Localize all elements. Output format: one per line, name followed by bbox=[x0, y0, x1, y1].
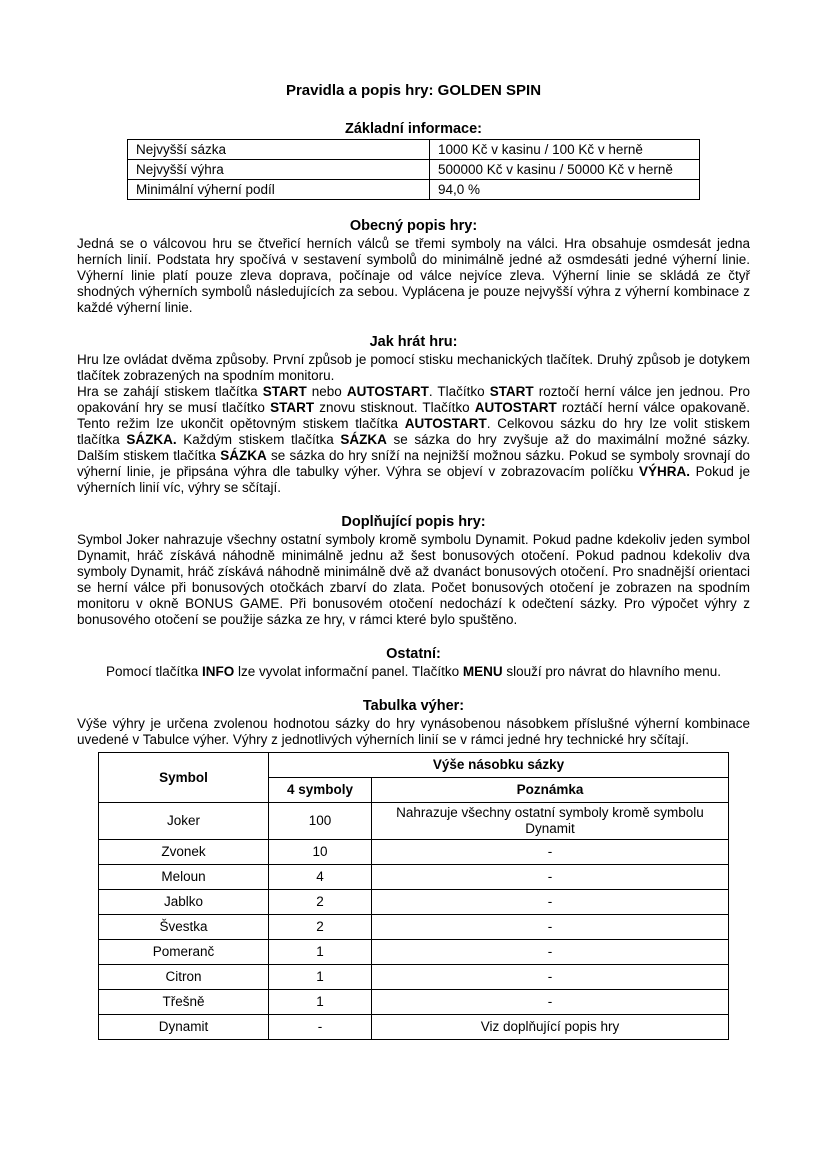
win-table-row bbox=[98, 840, 728, 865]
win-table-row bbox=[98, 890, 728, 915]
note-cell: - bbox=[371, 890, 728, 915]
win-table-row bbox=[98, 965, 728, 990]
note-cell: - bbox=[371, 965, 728, 990]
symbol-cell: Citron bbox=[98, 965, 268, 990]
win-table-row bbox=[98, 1015, 728, 1040]
multiplier-cell: 100 bbox=[268, 803, 371, 840]
multiplier-cell: 2 bbox=[268, 915, 371, 940]
symbol-cell: Dynamit bbox=[98, 1015, 268, 1040]
win-table bbox=[98, 752, 729, 1040]
column-header-multiplier-group: Výše násobku sázky bbox=[268, 753, 728, 778]
win-table-row bbox=[98, 940, 728, 965]
paragraph-win-table-intro: Výše výhry je určena zvolenou hodnotou sázky do hry vynásobenou násobkem příslušné výherní kombinace uvedené v Tabulce výher. Výhry z jednotlivých výherních linií se v rámci jedné hry technické hry sčítají. bbox=[77, 716, 750, 747]
info-value: 500000 Kč v kasinu / 50000 Kč v herně bbox=[430, 160, 700, 180]
basic-info-row bbox=[128, 160, 700, 180]
win-table-row bbox=[98, 990, 728, 1015]
win-table-row bbox=[98, 915, 728, 940]
info-label: Nejvyšší sázka bbox=[128, 140, 430, 160]
paragraph-general-description: Jedná se o válcovou hru se čtveřicí herních válců se třemi symboly na válci. Hra obsahuje osmdesát jedna herních linií. Podstata hry spočívá v sestavení symbolů do minimálně jedné až osmdesáti jedné výherní linie. Výherní linie platí pouze zleva doprava, počínaje od válce nejvíce zleva. Výherní linie se skládá ze čtyř shodných výherních symbolů následujících za sebou. Vyplácena je pouze nejvyšší výhra z výherní kombinace z každé výherní linie. bbox=[77, 236, 750, 315]
note-cell: - bbox=[371, 840, 728, 865]
info-value: 94,0 % bbox=[430, 180, 700, 200]
section-heading-other: Ostatní: bbox=[386, 646, 441, 662]
column-header-note: Poznámka bbox=[371, 778, 728, 803]
symbol-cell: Zvonek bbox=[98, 840, 268, 865]
column-header-symbol: Symbol bbox=[98, 753, 268, 803]
basic-info-table bbox=[127, 139, 700, 200]
info-label: Minimální výherní podíl bbox=[128, 180, 430, 200]
column-header-four-symbols: 4 symboly bbox=[268, 778, 371, 803]
note-cell: Viz doplňující popis hry bbox=[371, 1015, 728, 1040]
multiplier-cell: 1 bbox=[268, 990, 371, 1015]
win-table-header-row bbox=[98, 753, 728, 778]
symbol-cell: Pomeranč bbox=[98, 940, 268, 965]
note-cell: Nahrazuje všechny ostatní symboly kromě symbolu Dynamit bbox=[371, 803, 728, 840]
multiplier-cell: 1 bbox=[268, 965, 371, 990]
basic-info-heading: Základní informace: bbox=[345, 121, 482, 137]
symbol-cell: Třešně bbox=[98, 990, 268, 1015]
symbol-cell: Švestka bbox=[98, 915, 268, 940]
multiplier-cell: 1 bbox=[268, 940, 371, 965]
win-table-row bbox=[98, 803, 728, 840]
paragraph-how-to-play-2: Hra se zahájí stiskem tlačítka START nebo AUTOSTART. Tlačítko START roztočí herní válce jen jednou. Pro opakování hry se musí tlačítko START znovu stisknout. Tlačítko AUTOSTART roztáčí herní válce opakovaně. Tento režim lze ukončit opětovným stiskem tlačítka AUTOSTART. Celkovou sázku do hry lze volit stiskem tlačítka SÁZKA. Každým stiskem tlačítka SÁZKA se sázka do hry zvyšuje až do maximální možné sázky. Dalším stiskem tlačítka SÁZKA se sázka do hry sníží na nejnižší možnou sázku. Pokud se symboly srovnají do výherní linie, je připsána výhra dle tabulky výher. Výhra se objeví v zobrazovacím políčku VÝHRA. Pokud je výherních linií víc, výhry se sčítají. bbox=[77, 384, 750, 495]
basic-info-row bbox=[128, 180, 700, 200]
section-heading-additional: Doplňující popis hry: bbox=[341, 514, 486, 530]
basic-info-row bbox=[128, 140, 700, 160]
note-cell: - bbox=[371, 915, 728, 940]
document-title: Pravidla a popis hry: GOLDEN SPIN bbox=[285, 82, 542, 99]
paragraph-other: Pomocí tlačítka INFO lze vyvolat informační panel. Tlačítko MENU slouží pro návrat do hlavního menu. bbox=[105, 664, 722, 679]
multiplier-cell: - bbox=[268, 1015, 371, 1040]
paragraph-how-to-play-1: Hru lze ovládat dvěma způsoby. První způsob je pomocí stisku mechanických tlačítek. Druhý způsob je dotykem tlačítek zobrazených na spodním monitoru. bbox=[77, 352, 750, 383]
section-heading-general: Obecný popis hry: bbox=[349, 218, 478, 234]
info-label: Nejvyšší výhra bbox=[128, 160, 430, 180]
note-cell: - bbox=[371, 990, 728, 1015]
multiplier-cell: 2 bbox=[268, 890, 371, 915]
symbol-cell: Jablko bbox=[98, 890, 268, 915]
paragraph-additional-description: Symbol Joker nahrazuje všechny ostatní symboly kromě symbolu Dynamit. Pokud padne kdekoliv jeden symbol Dynamit, hráč získává náhodně minimálně jednu až šest bonusových otočení. Pokud padnou kdekoliv dva symboly Dynamit, hráč získává náhodně minimálně dvě až dvanáct bonusových otočení. Pro snadnější orientaci se herní válce při bonusových otočkách zbarví do zlata. Počet bonusových otočení je zobrazen na spodním monitoru v okně BONUS GAME. Při bonusovém otočení nedochází k odečtení sázky. Pro výpočet výhry z bonusového otočení se použije sázka ze hry, v rámci které bylo spuštěno. bbox=[77, 532, 750, 627]
win-table-row bbox=[98, 865, 728, 890]
note-cell: - bbox=[371, 940, 728, 965]
multiplier-cell: 10 bbox=[268, 840, 371, 865]
symbol-cell: Joker bbox=[98, 803, 268, 840]
info-value: 1000 Kč v kasinu / 100 Kč v herně bbox=[430, 140, 700, 160]
multiplier-cell: 4 bbox=[268, 865, 371, 890]
note-cell: - bbox=[371, 865, 728, 890]
win-table-heading: Tabulka výher: bbox=[362, 698, 465, 714]
section-heading-how-to-play: Jak hrát hru: bbox=[369, 334, 458, 350]
symbol-cell: Meloun bbox=[98, 865, 268, 890]
